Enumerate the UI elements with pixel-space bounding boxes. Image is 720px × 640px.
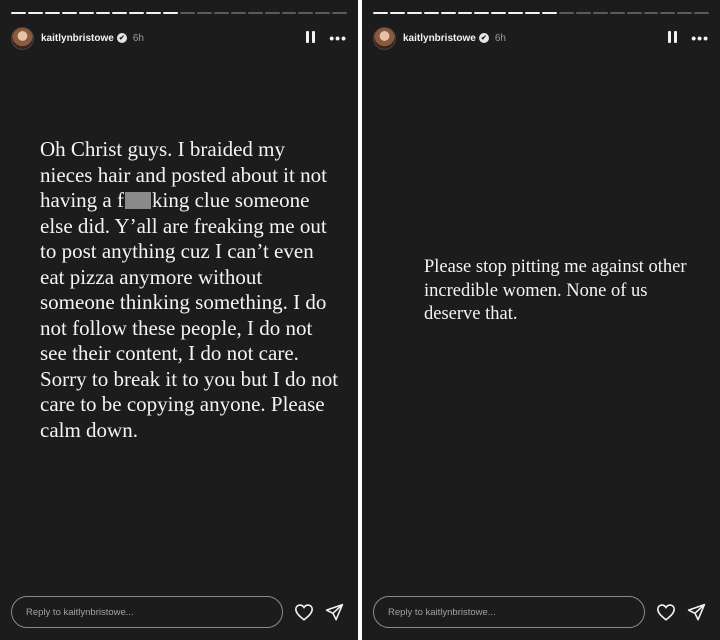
- story-progress-bar: [11, 12, 347, 15]
- progress-segment: [593, 12, 608, 14]
- story-panel-left[interactable]: [0, 0, 358, 640]
- progress-segment: [525, 12, 540, 14]
- story-header: [11, 26, 347, 50]
- progress-segment: [79, 12, 94, 14]
- story-caption: Please stop pitting me against other incredible women. None of us deserve that.: [424, 257, 687, 324]
- progress-segment: [129, 12, 144, 14]
- progress-segment: [282, 12, 297, 14]
- progress-segment: [441, 12, 456, 14]
- avatar[interactable]: [373, 27, 396, 50]
- progress-segment: [576, 12, 591, 14]
- progress-segment: [677, 12, 692, 14]
- story-progress-bar: [373, 12, 709, 15]
- progress-segment: [474, 12, 489, 14]
- heart-icon[interactable]: [655, 601, 677, 623]
- progress-segment: [559, 12, 574, 14]
- progress-segment: [315, 12, 330, 14]
- progress-segment: [458, 12, 473, 14]
- progress-segment: [332, 12, 347, 14]
- more-icon[interactable]: •••: [691, 30, 709, 46]
- progress-segment: [373, 12, 388, 14]
- progress-segment: [390, 12, 405, 14]
- progress-segment: [508, 12, 523, 14]
- progress-segment: [112, 12, 127, 14]
- progress-segment: [424, 12, 439, 14]
- progress-segment: [265, 12, 280, 14]
- progress-segment: [542, 12, 557, 14]
- username[interactable]: kaitlynbristowe: [41, 32, 114, 44]
- caption-text-part-1: Oh Christ guys. I braided my nieces hair and posted about it not having a f: [40, 137, 327, 212]
- verified-badge-icon: ✔: [117, 33, 127, 43]
- story-caption: [40, 137, 340, 443]
- progress-segment: [214, 12, 229, 14]
- progress-segment: [163, 12, 178, 14]
- progress-segment: [96, 12, 111, 14]
- progress-segment: [28, 12, 43, 14]
- progress-segment: [231, 12, 246, 14]
- story-header: [373, 26, 709, 50]
- progress-segment: [62, 12, 77, 14]
- progress-segment: [248, 12, 263, 14]
- progress-segment: [146, 12, 161, 14]
- progress-segment: [627, 12, 642, 14]
- progress-segment: [644, 12, 659, 14]
- progress-segment: [660, 12, 675, 14]
- send-icon[interactable]: [323, 601, 345, 623]
- story-footer: [11, 596, 347, 628]
- progress-segment: [11, 12, 26, 14]
- avatar[interactable]: [11, 27, 34, 50]
- progress-segment: [491, 12, 506, 14]
- progress-segment: [694, 12, 709, 14]
- reply-input[interactable]: [373, 596, 645, 628]
- progress-segment: [197, 12, 212, 14]
- post-time: 6h: [132, 32, 144, 44]
- verified-badge-icon: ✔: [479, 33, 489, 43]
- progress-segment: [180, 12, 195, 14]
- caption-text-part-2: king clue someone else did. Y’all are freaking me out to post anything cuz I can’t even eat pizza anymore without someone thinking something. I do not follow these people, I do not see their content, I do not care. Sorry to break it to you but I do not care to be copying anyone. Please calm down.: [40, 188, 339, 442]
- reply-input[interactable]: [11, 596, 283, 628]
- story-panel-right[interactable]: [362, 0, 720, 640]
- post-time: 6h: [494, 32, 506, 44]
- progress-segment: [610, 12, 625, 14]
- send-icon[interactable]: [685, 601, 707, 623]
- progress-segment: [45, 12, 60, 14]
- progress-segment: [298, 12, 313, 14]
- username[interactable]: kaitlynbristowe: [403, 32, 476, 44]
- more-icon[interactable]: •••: [329, 30, 347, 46]
- censor-block: [125, 192, 151, 209]
- pause-icon[interactable]: [303, 31, 317, 45]
- heart-icon[interactable]: [293, 601, 315, 623]
- pause-icon[interactable]: [665, 31, 679, 45]
- progress-segment: [407, 12, 422, 14]
- story-footer: [373, 596, 709, 628]
